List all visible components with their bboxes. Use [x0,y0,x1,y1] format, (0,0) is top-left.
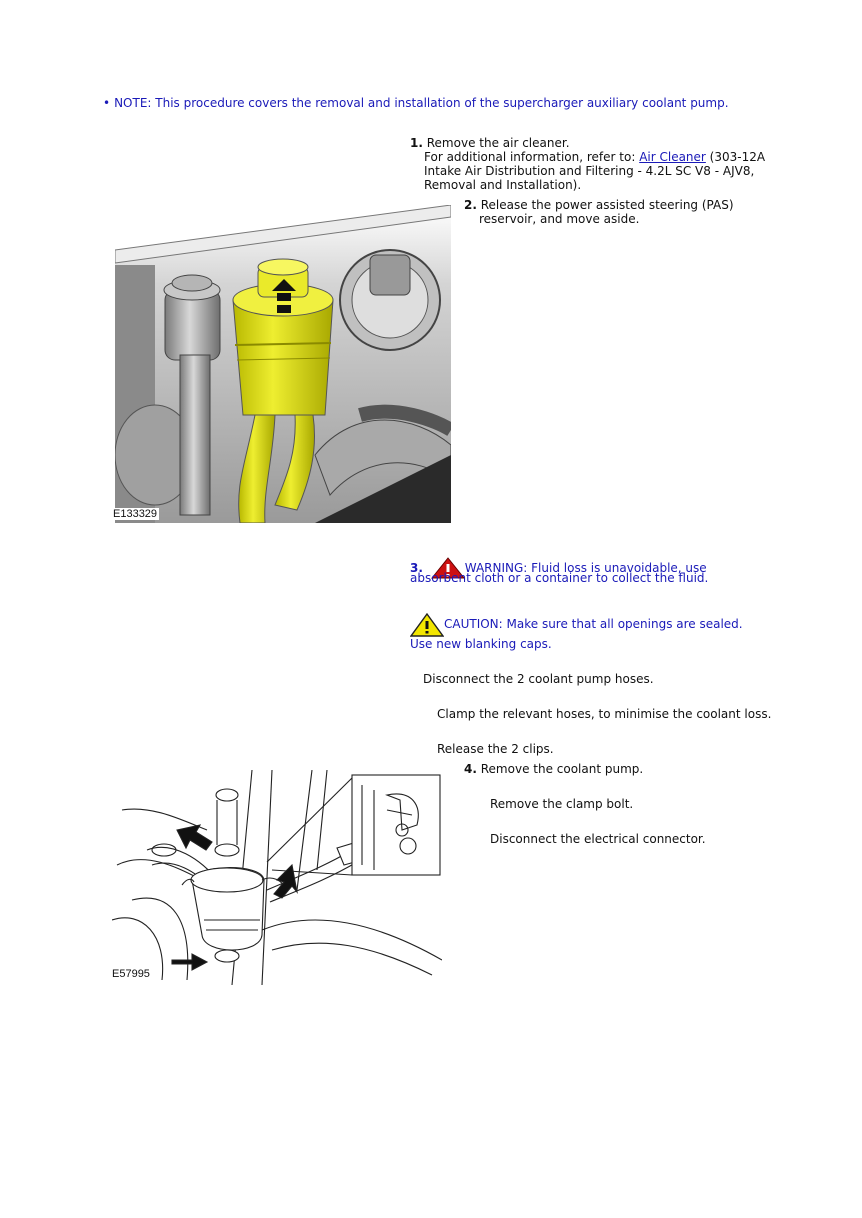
note-text-row [103,96,729,110]
warning-text-line2: absorbent cloth or a container to collect the fluid. [410,571,709,585]
step3-sub2: Clamp the relevant hoses, to minimise the coolant loss. [437,707,772,721]
step1-ref-line3: Removal and Installation). [424,178,582,192]
step1-ref-line1 [424,150,765,164]
caution-icon [410,613,444,637]
step1-ref-suffix: (303-12A [705,150,766,164]
warning-text-line1: WARNING: Fluid loss is unavoidable, use [464,561,707,575]
step4-sub2: Disconnect the electrical connector. [490,832,706,846]
coolant-pump-illustration [112,770,442,985]
air-cleaner-link[interactable]: Air Cleaner [639,150,706,164]
step2-line1 [464,198,734,212]
figure1-label: E133329 [113,508,158,520]
step4-line [464,762,643,776]
step4-number: 4. [464,762,477,776]
coolant-pump-figure [112,770,442,985]
step1-ref-prefix: For additional information, refer to: [424,150,640,164]
step1-ref-line2: Intake Air Distribution and Filtering - 4.2L SC V8 - AJV8, [424,164,755,178]
step1-number: 1. [410,136,423,150]
pas-reservoir-illustration [115,205,451,523]
step4-text: Remove the coolant pump. [480,762,644,776]
step2-text-line2: reservoir, and move aside. [479,212,640,226]
caution-text-line1: CAUTION: Make sure that all openings are sealed. [444,617,743,631]
step2-text-line1: Release the power assisted steering (PAS) [480,198,734,212]
caution-line1 [410,611,743,637]
figure2-label: E57995 [112,968,150,980]
step3-sub1: Disconnect the 2 coolant pump hoses. [423,672,654,686]
step1-line [410,136,570,150]
step3-number: 3. [410,561,423,575]
pas-reservoir-figure [115,205,451,523]
step4-sub1: Remove the clamp bolt. [490,797,634,811]
step1-text: Remove the air cleaner. [426,136,570,150]
step2-number: 2. [464,198,477,212]
note-bullet: • [103,96,111,110]
step3-sub3: Release the 2 clips. [437,742,554,756]
caution-text-line2: Use new blanking caps. [410,637,552,651]
note-text: NOTE: This procedure covers the removal and installation of the supercharger auxiliary coolant pump. [114,96,729,110]
